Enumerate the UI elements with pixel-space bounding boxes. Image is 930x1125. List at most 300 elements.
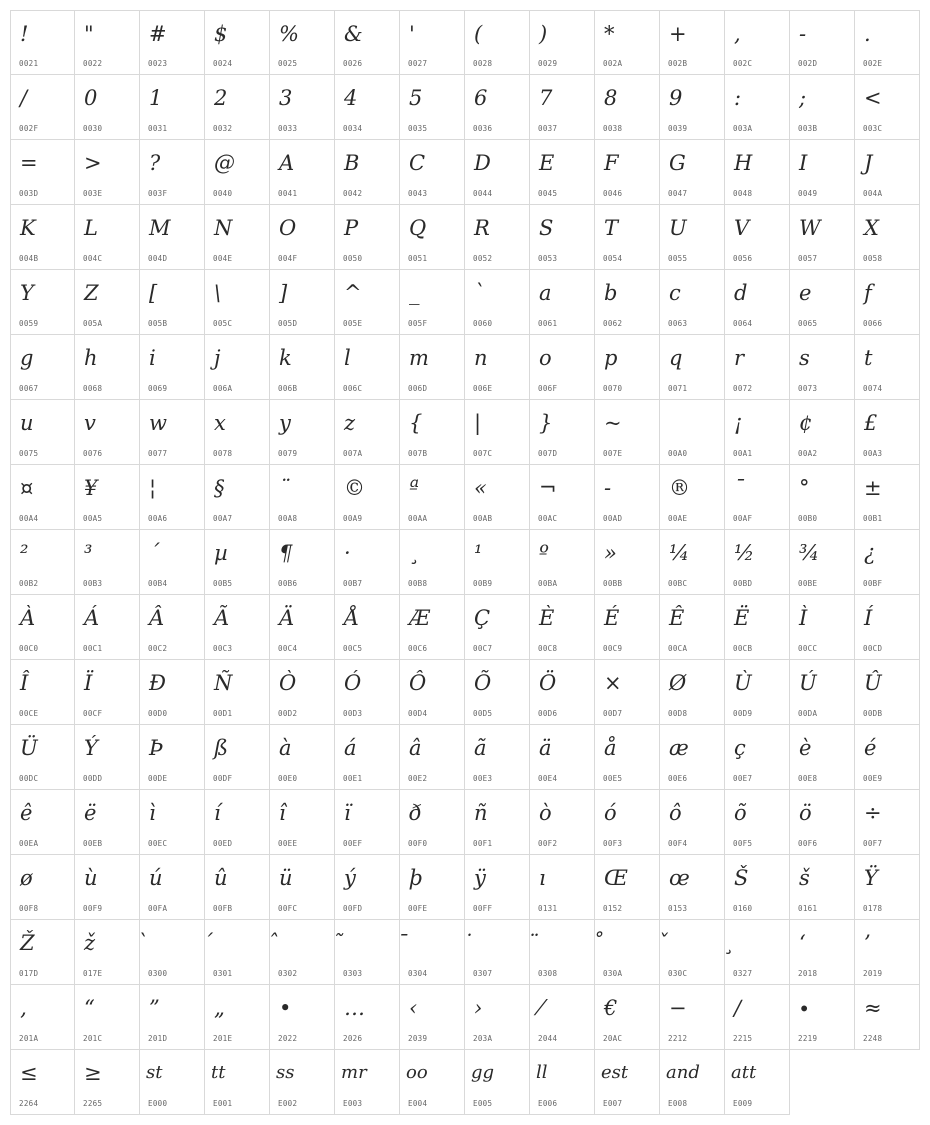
- glyph-sample: «: [474, 476, 487, 500]
- glyph-cell: [595, 205, 660, 270]
- glyph-codepoint: 00B9: [473, 579, 493, 588]
- glyph-cell: [270, 270, 335, 335]
- glyph-cell: [725, 1050, 790, 1115]
- glyph-sample: 1: [149, 86, 163, 110]
- glyph-cell: [335, 530, 400, 595]
- glyph-cell: [725, 75, 790, 140]
- glyph-codepoint: 00F2: [538, 839, 558, 848]
- glyph-codepoint: 0028: [473, 59, 493, 68]
- glyph-cell: [205, 595, 270, 660]
- glyph-codepoint: 005F: [408, 319, 428, 328]
- glyph-cell: [725, 985, 790, 1050]
- glyph-codepoint: 0052: [473, 254, 493, 263]
- glyph-sample: ²: [20, 541, 29, 565]
- glyph-codepoint: 003D: [19, 189, 39, 198]
- glyph-sample: Y: [20, 281, 34, 305]
- glyph-sample: g: [20, 346, 34, 370]
- glyph-cell: [855, 985, 920, 1050]
- glyph-codepoint: 0070: [603, 384, 623, 393]
- glyph-cell: [400, 140, 465, 205]
- glyph-sample: 8: [604, 86, 618, 110]
- glyph-sample: r: [734, 346, 745, 370]
- glyph-cell: [595, 530, 660, 595]
- glyph-cell: [10, 400, 75, 465]
- glyph-sample: >: [84, 151, 102, 175]
- glyph-cell: [530, 400, 595, 465]
- glyph-codepoint: 00FF: [473, 904, 493, 913]
- glyph-codepoint: 00A2: [798, 449, 818, 458]
- glyph-sample: ø: [20, 866, 33, 890]
- glyph-codepoint: 00F7: [863, 839, 883, 848]
- glyph-cell: [335, 205, 400, 270]
- glyph-codepoint: 00E4: [538, 774, 558, 783]
- glyph-sample: c: [669, 281, 681, 305]
- glyph-sample: œ: [669, 866, 690, 890]
- glyph-cell: [335, 660, 400, 725]
- glyph-sample: ä: [539, 736, 552, 760]
- glyph-codepoint: 004B: [19, 254, 39, 263]
- glyph-cell: [855, 400, 920, 465]
- glyph-cell: [790, 790, 855, 855]
- glyph-sample: ÿ: [474, 866, 486, 890]
- glyph-sample: ¢: [799, 411, 813, 435]
- glyph-sample: ê: [20, 801, 33, 825]
- glyph-codepoint: 0040: [213, 189, 233, 198]
- glyph-codepoint: 00C5: [343, 644, 363, 653]
- glyph-sample: tt: [211, 1062, 226, 1083]
- glyph-cell: [465, 855, 530, 920]
- glyph-sample: ∙: [799, 996, 810, 1020]
- glyph-cell: [465, 335, 530, 400]
- glyph-cell: [335, 400, 400, 465]
- glyph-codepoint: 00D5: [473, 709, 493, 718]
- glyph-codepoint: 007C: [473, 449, 493, 458]
- glyph-cell: [400, 75, 465, 140]
- glyph-sample: ö: [799, 801, 812, 825]
- glyph-cell: [205, 465, 270, 530]
- glyph-cell: [660, 465, 725, 530]
- glyph-cell: [790, 10, 855, 75]
- glyph-cell: [725, 140, 790, 205]
- glyph-sample: ù: [84, 866, 98, 890]
- glyph-cell: [595, 10, 660, 75]
- glyph-codepoint: 005D: [278, 319, 298, 328]
- glyph-codepoint: 00EC: [148, 839, 168, 848]
- glyph-sample: ¥: [84, 476, 98, 500]
- glyph-sample: -: [799, 22, 807, 46]
- glyph-codepoint: 00C9: [603, 644, 623, 653]
- glyph-codepoint: 0062: [603, 319, 623, 328]
- glyph-cell: [790, 140, 855, 205]
- glyph-codepoint: 00BD: [733, 579, 753, 588]
- glyph-cell: [465, 140, 530, 205]
- glyph-sample: Œ: [604, 866, 628, 890]
- glyph-codepoint: 00BF: [863, 579, 883, 588]
- glyph-cell: [595, 400, 660, 465]
- glyph-sample: Ø: [669, 671, 687, 695]
- glyph-codepoint: 0075: [19, 449, 39, 458]
- glyph-codepoint: 006C: [343, 384, 363, 393]
- glyph-sample: [: [149, 281, 158, 305]
- glyph-codepoint: 0072: [733, 384, 753, 393]
- glyph-sample: M: [149, 216, 171, 240]
- glyph-codepoint: 0055: [668, 254, 688, 263]
- glyph-sample: U: [669, 216, 687, 240]
- glyph-sample: ¨: [279, 476, 290, 500]
- glyph-cell: [75, 270, 140, 335]
- glyph-codepoint: 0054: [603, 254, 623, 263]
- glyph-codepoint: 0034: [343, 124, 363, 133]
- glyph-cell: [140, 855, 205, 920]
- glyph-codepoint: 00A3: [863, 449, 883, 458]
- glyph-codepoint: 00D4: [408, 709, 428, 718]
- glyph-sample: é: [864, 736, 877, 760]
- glyph-codepoint: 0031: [148, 124, 168, 133]
- glyph-cell: [660, 335, 725, 400]
- glyph-codepoint: 2026: [343, 1034, 363, 1043]
- glyph-codepoint: 00FC: [278, 904, 298, 913]
- glyph-cell: [725, 920, 790, 985]
- glyph-codepoint: 2219: [798, 1034, 818, 1043]
- glyph-sample: Š: [734, 866, 749, 890]
- glyph-codepoint: 007D: [538, 449, 558, 458]
- glyph-cell: [530, 985, 595, 1050]
- glyph-cell: [75, 920, 140, 985]
- glyph-sample: ≥: [84, 1061, 102, 1085]
- glyph-codepoint: 005C: [213, 319, 233, 328]
- glyph-codepoint: 0078: [213, 449, 233, 458]
- glyph-codepoint: 0178: [863, 904, 883, 913]
- glyph-sample: è: [799, 736, 812, 760]
- glyph-codepoint: 0308: [538, 969, 558, 978]
- glyph-cell: [140, 270, 205, 335]
- glyph-cell: [400, 530, 465, 595]
- glyph-cell: [855, 595, 920, 660]
- glyph-cell: [595, 920, 660, 985]
- glyph-cell: [725, 790, 790, 855]
- glyph-cell: [140, 790, 205, 855]
- glyph-sample: J: [864, 151, 873, 175]
- glyph-cell: [465, 595, 530, 660]
- glyph-sample: ÷: [864, 801, 882, 825]
- glyph-cell: [205, 75, 270, 140]
- glyph-codepoint: E000: [148, 1099, 168, 1108]
- glyph-cell: [270, 10, 335, 75]
- glyph-sample: W: [799, 216, 821, 240]
- glyph-sample: ¿: [864, 541, 876, 565]
- glyph-codepoint: 00BA: [538, 579, 558, 588]
- glyph-cell: [465, 660, 530, 725]
- glyph-sample: ©: [344, 476, 365, 500]
- glyph-codepoint: E006: [538, 1099, 558, 1108]
- glyph-cell: [400, 10, 465, 75]
- glyph-cell: [530, 205, 595, 270]
- glyph-codepoint: 0030: [83, 124, 103, 133]
- glyph-sample: ,: [734, 22, 741, 46]
- glyph-codepoint: 00D2: [278, 709, 298, 718]
- glyph-cell: [335, 725, 400, 790]
- glyph-cell: [205, 855, 270, 920]
- glyph-sample: 9: [669, 86, 683, 110]
- glyph-codepoint: 2212: [668, 1034, 688, 1043]
- glyph-cell: [660, 270, 725, 335]
- glyph-sample: O: [279, 216, 297, 240]
- glyph-codepoint: 007B: [408, 449, 428, 458]
- glyph-cell: [595, 985, 660, 1050]
- glyph-sample: ): [539, 22, 548, 46]
- glyph-sample: õ: [734, 801, 747, 825]
- glyph-cell: [270, 855, 335, 920]
- glyph-cell: [465, 790, 530, 855]
- glyph-codepoint: 00D7: [603, 709, 623, 718]
- glyph-sample: ll: [536, 1062, 548, 1083]
- glyph-codepoint: 0023: [148, 59, 168, 68]
- glyph-sample: ð: [409, 801, 422, 825]
- glyph-sample: ×: [604, 671, 622, 695]
- glyph-cell: [465, 985, 530, 1050]
- glyph-sample: Ã: [214, 606, 230, 630]
- glyph-cell: [595, 465, 660, 530]
- glyph-cell: [465, 400, 530, 465]
- glyph-codepoint: 00AA: [408, 514, 428, 523]
- glyph-codepoint: 201A: [19, 1034, 39, 1043]
- glyph-codepoint: 0077: [148, 449, 168, 458]
- glyph-sample: ì: [149, 801, 156, 825]
- glyph-cell: [400, 270, 465, 335]
- glyph-cell: [335, 855, 400, 920]
- glyph-codepoint: 00D8: [668, 709, 688, 718]
- glyph-sample: B: [344, 151, 360, 175]
- glyph-sample: ´: [149, 541, 160, 565]
- glyph-codepoint: 0036: [473, 124, 493, 133]
- glyph-cell: [725, 335, 790, 400]
- glyph-sample: Â: [149, 606, 165, 630]
- glyph-cell: [335, 75, 400, 140]
- glyph-cell: [140, 400, 205, 465]
- glyph-sample: ›: [474, 996, 483, 1020]
- glyph-sample: â: [409, 736, 422, 760]
- glyph-codepoint: 00B7: [343, 579, 363, 588]
- glyph-cell: [75, 595, 140, 660]
- glyph-codepoint: 2265: [83, 1099, 103, 1108]
- glyph-cell: [335, 595, 400, 660]
- glyph-cell: [75, 465, 140, 530]
- glyph-sample: ⁄: [539, 996, 543, 1020]
- glyph-cell: [595, 140, 660, 205]
- glyph-sample: ï: [344, 801, 351, 825]
- glyph-codepoint: 0021: [19, 59, 39, 68]
- glyph-cell: [725, 465, 790, 530]
- glyph-sample: §: [214, 476, 225, 500]
- glyph-sample: É: [604, 606, 620, 630]
- glyph-codepoint: 006E: [473, 384, 493, 393]
- glyph-cell: [660, 725, 725, 790]
- glyph-codepoint: 00BE: [798, 579, 818, 588]
- glyph-cell: [855, 10, 920, 75]
- glyph-codepoint: 002A: [603, 59, 623, 68]
- glyph-sample: E: [539, 151, 555, 175]
- glyph-sample: Á: [84, 606, 100, 630]
- glyph-sample: V: [734, 216, 750, 240]
- glyph-sample: st: [146, 1062, 163, 1083]
- glyph-sample: %: [279, 22, 299, 46]
- glyph-sample: !: [20, 22, 29, 46]
- glyph-sample: gg: [471, 1062, 495, 1083]
- glyph-cell: [790, 75, 855, 140]
- glyph-cell: [400, 335, 465, 400]
- glyph-sample: ¾: [799, 541, 820, 565]
- glyph-codepoint: 0065: [798, 319, 818, 328]
- glyph-cell: [530, 75, 595, 140]
- glyph-codepoint: 00D1: [213, 709, 233, 718]
- glyph-codepoint: 00E0: [278, 774, 298, 783]
- glyph-sample: n: [474, 346, 488, 370]
- glyph-codepoint: 0049: [798, 189, 818, 198]
- glyph-sample: ü: [279, 866, 293, 890]
- glyph-codepoint: 00AF: [733, 514, 753, 523]
- glyph-sample: 5: [409, 86, 423, 110]
- glyph-cell: [140, 530, 205, 595]
- glyph-codepoint: 0161: [798, 904, 818, 913]
- glyph-sample: @: [214, 151, 235, 175]
- glyph-codepoint: 0300: [148, 969, 168, 978]
- glyph-sample: ¬: [539, 476, 557, 500]
- glyph-codepoint: 2215: [733, 1034, 753, 1043]
- glyph-cell: [725, 660, 790, 725]
- glyph-codepoint: 2044: [538, 1034, 558, 1043]
- glyph-codepoint: 002F: [19, 124, 39, 133]
- glyph-cell: [10, 595, 75, 660]
- glyph-sample: ·: [344, 541, 351, 565]
- glyph-sample: ^: [344, 281, 362, 305]
- glyph-sample: ‚: [20, 996, 27, 1020]
- glyph-sample: |: [474, 411, 482, 435]
- glyph-cell: [140, 465, 205, 530]
- glyph-codepoint: 00F4: [668, 839, 688, 848]
- glyph-sample: Z: [84, 281, 99, 305]
- glyph-sample: ]: [279, 281, 288, 305]
- glyph-cell: [75, 660, 140, 725]
- glyph-sample: ’: [864, 931, 871, 955]
- glyph-cell: [790, 530, 855, 595]
- glyph-cell: [725, 205, 790, 270]
- glyph-cell: [10, 790, 75, 855]
- glyph-cell: [205, 725, 270, 790]
- glyph-sample: $: [214, 22, 228, 46]
- glyph-sample: }: [539, 411, 553, 435]
- glyph-codepoint: 0301: [213, 969, 233, 978]
- glyph-sample: î: [279, 801, 286, 825]
- glyph-sample: Ò: [279, 671, 297, 695]
- glyph-sample: Ý: [84, 736, 98, 760]
- glyph-codepoint: 0067: [19, 384, 39, 393]
- glyph-codepoint: E005: [473, 1099, 493, 1108]
- glyph-codepoint: 00AD: [603, 514, 623, 523]
- glyph-cell: [660, 790, 725, 855]
- glyph-codepoint: 0068: [83, 384, 103, 393]
- glyph-cell: [140, 595, 205, 660]
- glyph-cell: [660, 1050, 725, 1115]
- glyph-codepoint: 00E8: [798, 774, 818, 783]
- glyph-codepoint: 0027: [408, 59, 428, 68]
- glyph-sample: ª: [409, 476, 419, 500]
- glyph-sample: Û: [864, 671, 882, 695]
- glyph-codepoint: 00DC: [19, 774, 39, 783]
- glyph-codepoint: 00C6: [408, 644, 428, 653]
- glyph-sample: ı: [539, 866, 546, 890]
- glyph-sample: ‹: [409, 996, 418, 1020]
- glyph-codepoint: 00CD: [863, 644, 883, 653]
- glyph-sample: u: [20, 411, 34, 435]
- glyph-codepoint: E009: [733, 1099, 753, 1108]
- glyph-cell: [140, 205, 205, 270]
- glyph-codepoint: 00A1: [733, 449, 753, 458]
- glyph-cell: [10, 10, 75, 75]
- glyph-sample: Ë: [734, 606, 750, 630]
- glyph-codepoint: 00DD: [83, 774, 103, 783]
- glyph-cell: [660, 530, 725, 595]
- glyph-codepoint: 2039: [408, 1034, 428, 1043]
- glyph-sample: Ô: [409, 671, 427, 695]
- glyph-sample: »: [604, 541, 617, 565]
- glyph-sample: 6: [474, 86, 488, 110]
- glyph-codepoint: 0035: [408, 124, 428, 133]
- glyph-cell: [335, 790, 400, 855]
- glyph-codepoint: 00FB: [213, 904, 233, 913]
- glyph-codepoint: 002C: [733, 59, 753, 68]
- glyph-codepoint: 00C3: [213, 644, 233, 653]
- glyph-sample: d: [734, 281, 748, 305]
- glyph-codepoint: E008: [668, 1099, 688, 1108]
- glyph-codepoint: 00FA: [148, 904, 168, 913]
- glyph-codepoint: 00C8: [538, 644, 558, 653]
- glyph-sample: ç: [734, 736, 746, 760]
- glyph-sample: Æ: [409, 606, 431, 630]
- glyph-sample: (: [474, 22, 483, 46]
- glyph-codepoint: 2019: [863, 969, 883, 978]
- glyph-codepoint: 00E9: [863, 774, 883, 783]
- glyph-cell: [595, 270, 660, 335]
- glyph-codepoint: 0076: [83, 449, 103, 458]
- glyph-sample: °: [799, 476, 810, 500]
- glyph-cell: [75, 205, 140, 270]
- glyph-cell: [10, 270, 75, 335]
- glyph-sample: …: [344, 996, 365, 1020]
- glyph-sample: ¸: [409, 541, 420, 565]
- glyph-sample: €: [604, 996, 618, 1020]
- glyph-cell: [465, 725, 530, 790]
- glyph-cell: [855, 855, 920, 920]
- glyph-codepoint: 00AB: [473, 514, 493, 523]
- glyph-codepoint: 00CE: [19, 709, 39, 718]
- glyph-codepoint: 00E5: [603, 774, 623, 783]
- glyph-cell: [855, 335, 920, 400]
- glyph-sample: F: [604, 151, 619, 175]
- glyph-codepoint: 00F1: [473, 839, 493, 848]
- glyph-sample: Ñ: [214, 671, 233, 695]
- glyph-cell: [335, 10, 400, 75]
- glyph-sample: #: [149, 22, 167, 46]
- glyph-codepoint: 00F6: [798, 839, 818, 848]
- glyph-cell: [335, 465, 400, 530]
- glyph-codepoint: 00A6: [148, 514, 168, 523]
- glyph-codepoint: 0071: [668, 384, 688, 393]
- glyph-codepoint: 201D: [148, 1034, 168, 1043]
- glyph-cell: [725, 855, 790, 920]
- glyph-codepoint: 0302: [278, 969, 298, 978]
- glyph-sample: Í: [864, 606, 873, 630]
- glyph-cell: [530, 855, 595, 920]
